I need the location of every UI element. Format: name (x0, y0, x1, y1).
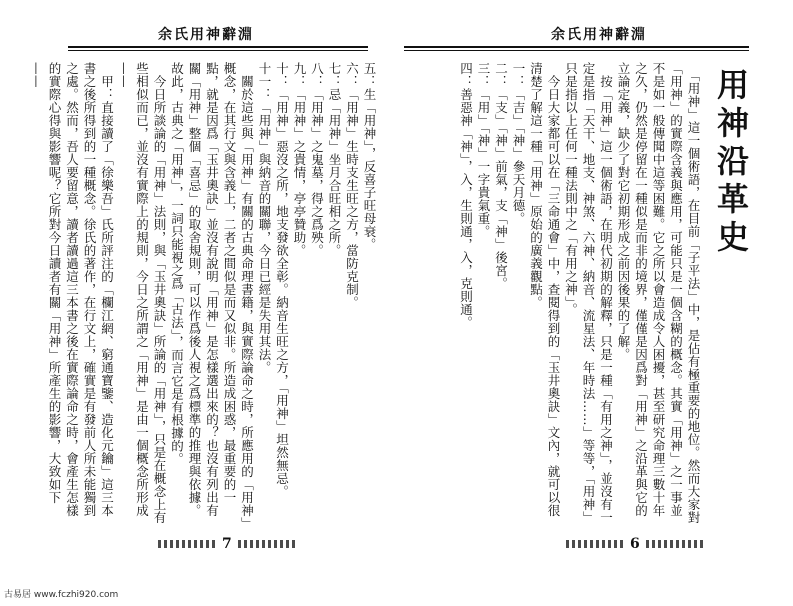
ornament-right (238, 540, 296, 548)
watermark: 古易居 www.fczhi920.com (4, 590, 119, 600)
page-number: 6 (630, 536, 640, 552)
body-text: 「用神」這一個術語，在目前「子平法」中，是佔有極重要的地位。然而大家對「用神」的實際含義與應用，可能只是一個含糊的概念。其實「用神」之一事並不是如一般傳聞中這等困難。它之所以會造成令人困擾，甚至研究命理三數十年之久，仍然是停留在一種似是而非的境界，僅僅是因爲對「用神」之沿革與它的立論定義，缺少了對它初期形成之前因後果的了解。 按「用神」這一個術語，在明代初期的解釋，只是一種「有用之神」，並沒有一定是指「天干、地支、神煞、六神、納音、流星法、年時法……」等等，「用神」只是指以上任何一種法則中之「有用之神」。 今日大家都可以在「三命通會」中，查閱得到的「玉井奧訣」文內，就可以很清楚了解這一種「用神」原始的廣義觀點。 一：「吉」「神」參天月德。 二：「支」「神」前氣，支「神」後宮。 三：「用」「神」一字貴氣重。 四：善惡神「神」，入，生則通，入，克則通。 (458, 62, 701, 524)
ornament-right (646, 540, 704, 548)
page-footer (158, 536, 296, 552)
chapter-title: 用神沿革史 (712, 68, 750, 258)
header-rule (68, 46, 368, 48)
running-head: 余氏用神辭淵 (551, 27, 647, 43)
body-text: 五：生「用神」，反喜子旺母衰。 六：「用神」生時支生旺之方，當防克制。 七：忌「用神」坐月合旺相之所。 八：「用神」之鬼墓，得之爲殃。 九：「用神」之貴情，亭亭贊助。 十：「用神」惡沒之所，地支發欲全彰。納音生旺之方，「用神」坦然無忌。 十一：「用神」與納音的關聯，今日已經是失用其法。 關於這些與「用神」有關的古典命理書籍，與實際論命之時，所應用的「用神」概念，在其行文與含義上，二者之間似是而又似非。所造成困惑，最重要的一點，就是因爲「玉井奧訣」並沒有說明「用神」是怎樣選出來的？也沒有列出有關「用神」整個「喜忌」的取舍規則，可以作爲後人視之爲標準的推理與依據。故此，古典之「用神」，一詞只能視之爲「古法」，而言它是有根據的。 今日所談論的「用神」法則，與「玉井奧訣」所論的「用神」，只是在概念上有些相似而已，並沒有實際上的規則，今日之所謂之「用神」是由一個概念所形成—— 甲：直接讀了「徐樂吾」氏所評注的「欄江網、窮通寶鑒、造化元鑰」這三本書之後所得到的一種概念。徐氏的著作，在行文上，確實是有發前人所未能獨到之處。然而，吾人要留意，讀者讀過這三本書之後在實際論命之時，會產生怎樣的實際心得與影響呢？它所對今日讀者有關「用神」所產生的影響，大致如下—— (29, 62, 377, 524)
left-page (8, 10, 390, 578)
ornament-left (566, 540, 624, 548)
header-rule (404, 46, 749, 48)
page-number: 7 (222, 536, 232, 552)
page-footer (566, 536, 704, 552)
ornament-left (158, 540, 216, 548)
running-head: 余氏用神辭淵 (158, 27, 254, 43)
right-page (396, 10, 784, 578)
